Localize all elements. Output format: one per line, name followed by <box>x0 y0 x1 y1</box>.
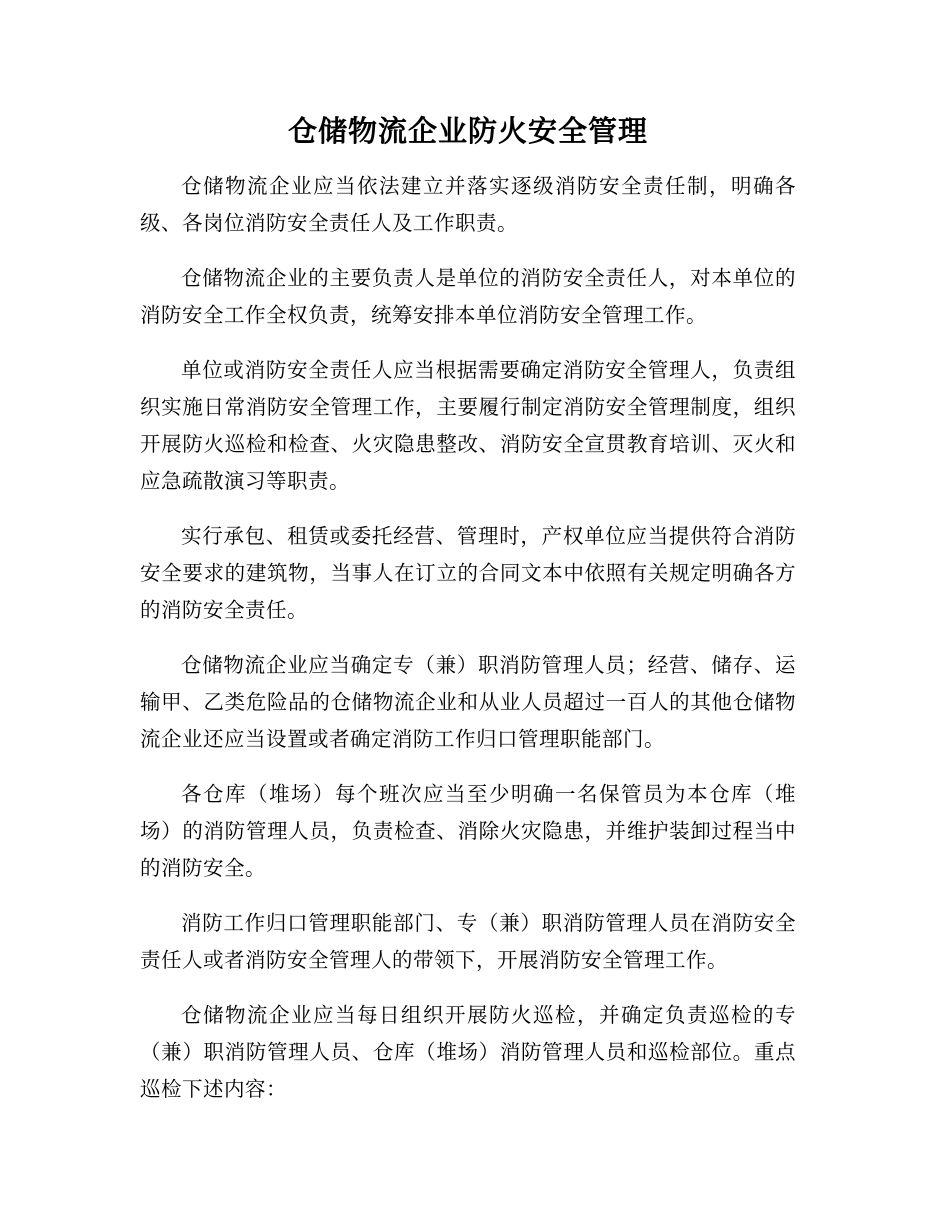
paragraph-8: 仓储物流企业应当每日组织开展防火巡检，并确定负责巡检的专（兼）职消防管理人员、仓库（堆场）消防管理人员和巡检部位。重点巡检下述内容： <box>140 1003 796 1101</box>
document-page <box>140 108 796 1126</box>
paragraph-2: 仓储物流企业的主要负责人是单位的消防安全责任人，对本单位的消防安全工作全权负责，统筹安排本单位消防安全管理工作。 <box>140 266 796 327</box>
paragraph-6: 各仓库（堆场）每个班次应当至少明确一名保管员为本仓库（堆场）的消防管理人员，负责检查、消除火灾隐患，并维护装卸过程当中的消防安全。 <box>140 782 796 880</box>
paragraph-7: 消防工作归口管理职能部门、专（兼）职消防管理人员在消防安全责任人或者消防安全管理人的带领下，开展消防安全管理工作。 <box>140 911 796 972</box>
paragraph-1: 仓储物流企业应当依法建立并落实逐级消防安全责任制，明确各级、各岗位消防安全责任人及工作职责。 <box>140 174 796 235</box>
document-title: 仓储物流企业防火安全管理 <box>287 114 648 148</box>
paragraph-4: 实行承包、租赁或委托经营、管理时，产权单位应当提供符合消防安全要求的建筑物，当事人在订立的合同文本中依照有关规定明确各方的消防安全责任。 <box>140 524 796 622</box>
paragraph-5: 仓储物流企业应当确定专（兼）职消防管理人员；经营、储存、运输甲、乙类危险品的仓储物流企业和从业人员超过一百人的其他仓储物流企业还应当设置或者确定消防工作归口管理职能部门。 <box>140 653 796 751</box>
paragraph-3: 单位或消防安全责任人应当根据需要确定消防安全管理人，负责组织实施日常消防安全管理工作，主要履行制定消防安全管理制度，组织开展防火巡检和检查、火灾隐患整改、消防安全宣贯教育培训、灭火和应急疏散演习等职责。 <box>140 358 796 493</box>
